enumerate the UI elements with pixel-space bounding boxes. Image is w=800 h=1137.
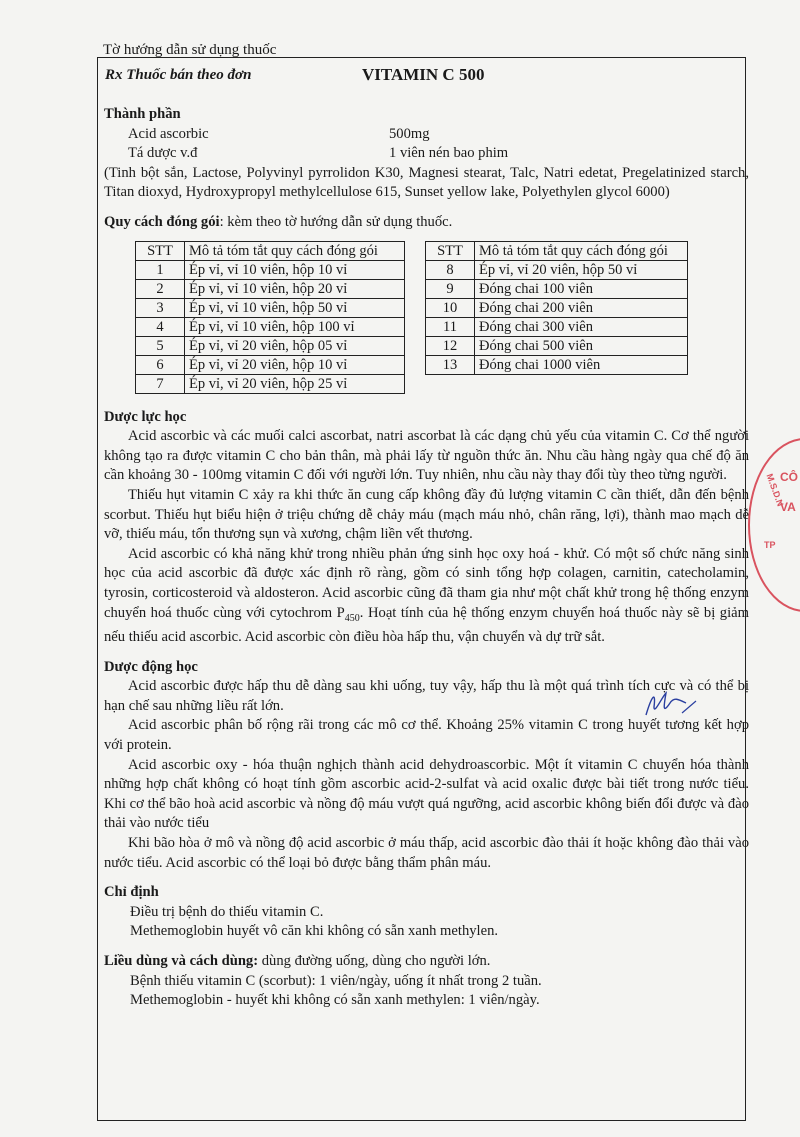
row-number: 9 [426, 279, 475, 298]
table-row [426, 260, 688, 279]
row-description: Đóng chai 300 viên [475, 317, 688, 336]
handwritten-signature [642, 685, 702, 725]
paragraph [104, 545, 749, 648]
paragraph: Khi bão hòa ở mô và nồng độ acid ascorbic ở máu thấp, acid ascorbic đào thải ít hoặc không đào thải vào nước tiểu. Acid ascorbic có thể loại bỏ được bằng thẩm phân máu. [104, 834, 749, 871]
col-stt: STT [136, 241, 185, 260]
row-number: 6 [136, 355, 185, 374]
row-number: 12 [426, 336, 475, 355]
row-description: Đóng chai 200 viên [475, 298, 688, 317]
packaging-table-right [425, 241, 688, 375]
table-row [426, 298, 688, 317]
row-number: 4 [136, 317, 185, 336]
row-description: Ép vỉ, vỉ 20 viên, hộp 25 vỉ [185, 374, 405, 393]
packaging-text: : kèm theo tờ hướng dẫn sử dụng thuốc. [219, 213, 453, 230]
row-description: Đóng chai 100 viên [475, 279, 688, 298]
row-description: Ép vỉ, vỉ 20 viên, hộp 50 vỉ [475, 260, 688, 279]
row-number: 8 [426, 260, 475, 279]
excipient-list: (Tinh bột sắn, Lactose, Polyvinyl pyrrolidon K30, Magnesi stearat, Talc, Natri edetat, Pregelatinized starch, Titan dioxyd, Hydroxypropyl methylcellulose 615, Sunset yellow lake, Polyethylen glycol 6000) [104, 164, 749, 201]
excipient-amount: 1 viên nén bao phim [389, 145, 509, 162]
excipient-name: Tá dược v.đ [128, 145, 198, 162]
stamp-text: VA [780, 500, 796, 514]
table-row [426, 279, 688, 298]
paragraph: Acid ascorbic được hấp thu dễ dàng sau khi uống, tuy vậy, hấp thu là một quá trình tích cực và có thể bị hạn chế sau những liều rất lớn. [104, 678, 749, 714]
dosage-section [104, 952, 749, 1011]
row-number: 13 [426, 355, 475, 374]
indication-item: Methemoglobin huyết vô căn khi không có sẵn xanh methylen. [130, 923, 499, 940]
row-description: Ép vỉ, vỉ 10 viên, hộp 20 vỉ [185, 279, 405, 298]
dosage-intro: dùng đường uống, dùng cho người lớn. [258, 952, 491, 969]
packaging-table-left [135, 241, 405, 394]
product-title: VITAMIN C 500 [362, 65, 485, 84]
row-number: 2 [136, 279, 185, 298]
pharmacodynamics-heading: Dược lực học [104, 408, 187, 425]
stamp-text: M.S.D.N [764, 472, 786, 508]
indication-item: Điều trị bệnh do thiếu vitamin C. [130, 903, 324, 920]
table-row [426, 317, 688, 336]
composition-heading: Thành phần [104, 106, 181, 122]
row-description: Ép vỉ, vỉ 10 viên, hộp 50 vỉ [185, 298, 405, 317]
row-description: Ép vỉ, vỉ 10 viên, hộp 100 vỉ [185, 317, 405, 336]
row-number: 11 [426, 317, 475, 336]
table-row [136, 298, 405, 317]
rx-label: Rx Thuốc bán theo đơn [105, 67, 252, 83]
indications-heading: Chỉ định [104, 884, 159, 901]
stamp-text: CÔ [780, 470, 798, 484]
table-row [136, 374, 405, 393]
dosage-heading: Liều dùng và cách dùng: [104, 952, 259, 969]
table-row [136, 355, 405, 374]
paragraph: Thiếu hụt vitamin C xảy ra khi thức ăn cung cấp không đầy đủ lượng vitamin C cần thiết, dẫn đến bệnh scorbut. Thiếu hụt biểu hiện ở triệu chứng dễ chảy máu (mạch máu nhỏ, chân răng, lợi), thành mao mạch dễ vỡ, thiếu máu, tổn thương sụn và xương, chậm liền vết thương. [104, 486, 749, 543]
row-description: Ép vỉ, vỉ 20 viên, hộp 10 vỉ [185, 355, 405, 374]
row-number: 1 [136, 260, 185, 279]
packaging-heading: Quy cách đóng gói [104, 213, 220, 230]
table-row [136, 279, 405, 298]
packaging-section [104, 213, 749, 394]
paragraph-part: Acid ascorbic có khả năng khử trong nhiều phản ứng sinh học oxy hoá - khử. Có một số chức năng sinh học của acid ascorbic đã được xác định rõ ràng, gồm có sinh tổng hợp colagen, carnitin, catecholamin, tyrosin, corticosteroid và aldosteron. Acid ascorbic cũng đã tham gia như một chất khử trong hệ thống enzym chuyển hoá thuốc cùng với cytochrom P [104, 545, 749, 621]
row-number: 7 [136, 374, 185, 393]
row-number: 5 [136, 336, 185, 355]
row-description: Ép vỉ, vỉ 10 viên, hộp 10 vỉ [185, 260, 405, 279]
paragraph: Acid ascorbic oxy - hóa thuận nghịch thành acid dehydroascorbic. Một ít vitamin C chuyển hóa thành những hợp chất không có hoạt tính gồm ascorbic acid-2-sulfat và acid oxalic được bài tiết trong nước tiểu. Khi cơ thể bão hoà acid ascorbic và nồng độ máu vượt quá ngưỡng, acid ascorbic không biến đổi được và đào thải vào nước tiểu [104, 756, 749, 832]
paragraph: Acid ascorbic phân bố rộng rãi trong các mô cơ thể. Khoảng 25% vitamin C trong huyết tương kết hợp với protein. [104, 717, 749, 753]
table-row [426, 355, 688, 374]
ingredient-amount: 500mg [389, 125, 430, 142]
pharmacodynamics-section [104, 408, 749, 648]
col-desc: Mô tả tóm tắt quy cách đóng gói [475, 241, 688, 260]
paragraph: Acid ascorbic và các muối calci ascorbat, natri ascorbat là các dạng chủ yếu của vitamin C. Cơ thể người không tạo ra được vitamin C cho bản thân, mà phải lấy từ nguồn thức ăn. Nhu cầu hàng ngày qua chế độ ăn cần khoảng 30 - 100mg vitamin C đối với người lớn. Tuy nhiên, nhu cầu này thay đổi tùy theo từng người. [104, 428, 749, 484]
stamp-text: TP [764, 540, 776, 550]
document-body [104, 105, 749, 1011]
row-number: 3 [136, 298, 185, 317]
ingredient-name: Acid ascorbic [128, 125, 209, 142]
row-description: Đóng chai 500 viên [475, 336, 688, 355]
pharmacokinetics-heading: Dược động học [104, 658, 198, 675]
col-desc: Mô tả tóm tắt quy cách đóng gói [185, 241, 405, 260]
row-description: Ép vỉ, vỉ 20 viên, hộp 05 vỉ [185, 336, 405, 355]
table-row [136, 260, 405, 279]
col-stt: STT [426, 241, 475, 260]
composition-section [104, 105, 749, 203]
indications-section [104, 883, 749, 942]
dosage-item: Methemoglobin - huyết khi không có sẵn xanh methylen: 1 viên/ngày. [130, 992, 540, 1009]
table-row [136, 336, 405, 355]
table-row [136, 317, 405, 336]
paragraph-part: . Hoạt tính của hệ thống enzym chuyển hoá thuốc này sẽ bị giảm nếu thiếu acid ascorbic. Acid ascorbic còn điều hòa hấp thu, vận chuyển và dự trữ sắt. [104, 604, 749, 645]
dosage-item: Bệnh thiếu vitamin C (scorbut): 1 viên/ngày, uống ít nhất trong 2 tuần. [130, 972, 542, 989]
company-stamp [748, 438, 800, 612]
document-header: Tờ hướng dẫn sử dụng thuốc [103, 42, 277, 58]
row-description: Đóng chai 1000 viên [475, 355, 688, 374]
row-number: 10 [426, 298, 475, 317]
table-row [426, 336, 688, 355]
subscript: 450 [344, 612, 360, 624]
